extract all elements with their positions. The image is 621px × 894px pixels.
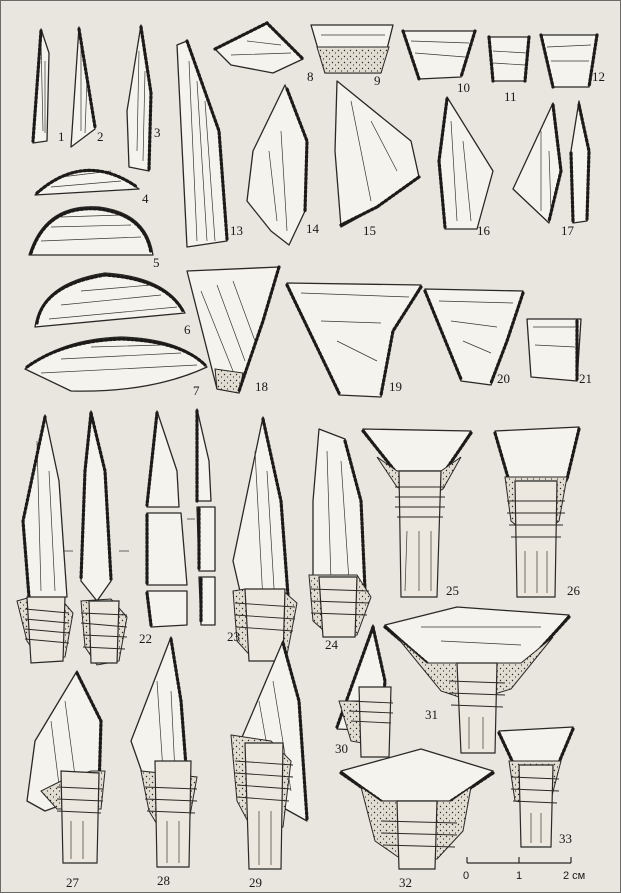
artifact-3-point — [127, 25, 151, 171]
label-22: 22 — [139, 631, 152, 646]
label-26: 26 — [567, 583, 580, 598]
label-23: 23 — [227, 629, 240, 644]
label-2: 2 — [97, 129, 104, 144]
artifact-23-hafted-point — [233, 417, 297, 661]
artifact-27-hafted-insert — [27, 671, 105, 863]
label-5: 5 — [153, 255, 160, 270]
scale-label-1: 1 — [516, 870, 523, 882]
artifact-7-lunate — [25, 337, 207, 391]
artifact-5-lunate — [29, 207, 153, 255]
artifact-25-hafted-transverse — [363, 429, 471, 597]
artifact-12-trapeze — [541, 35, 597, 87]
artifact-17-edge-view — [571, 101, 589, 223]
artifact-4-lunate — [35, 170, 139, 195]
artifact-16-point — [439, 97, 493, 229]
label-12: 12 — [592, 69, 605, 84]
artifact-32-hafted-transverse — [341, 749, 493, 869]
artifact-18-transverse-point — [187, 267, 279, 393]
artifact-29-hafted-insert — [231, 641, 307, 869]
label-21: 21 — [579, 371, 592, 386]
artifact-21-trapeze — [527, 319, 581, 381]
label-33: 33 — [559, 831, 572, 846]
artifact-28-hafted-insert — [131, 637, 197, 867]
artifact-26-hafted-transverse — [495, 427, 579, 597]
artifact-9-trapeze — [311, 25, 393, 73]
label-29: 29 — [249, 875, 262, 890]
label-27: 27 — [66, 875, 79, 890]
artifact-17-point — [513, 103, 561, 223]
label-9: 9 — [374, 73, 381, 88]
scale-label-0: 0 — [463, 870, 470, 882]
label-24: 24 — [325, 637, 338, 652]
label-3: 3 — [154, 125, 161, 140]
scale-label-2: 2 см — [563, 870, 586, 882]
artifact-11-trapeze — [489, 37, 529, 81]
artifact-33-hafted-transverse — [499, 727, 573, 847]
label-14: 14 — [306, 221, 319, 236]
label-20: 20 — [497, 371, 510, 386]
artifact-10-trapeze — [403, 31, 475, 79]
artifact-2-bladelet — [71, 27, 95, 147]
artifact-15-point — [335, 81, 419, 227]
artifact-22-hafted-blade — [17, 409, 215, 665]
artifact-1-bladelet — [33, 29, 49, 143]
artifact-13-blade — [177, 41, 227, 247]
artifact-30-hafted-point — [337, 625, 393, 757]
artifact-6-lunate — [35, 273, 185, 327]
label-30: 30 — [335, 741, 348, 756]
drawing-canvas — [1, 1, 621, 894]
label-17: 17 — [561, 223, 574, 238]
scale-bar — [463, 857, 585, 882]
artifact-24-hafted-point — [309, 429, 371, 637]
label-28: 28 — [157, 873, 170, 888]
label-10: 10 — [457, 80, 470, 95]
label-15: 15 — [363, 223, 376, 238]
artifact-8-triangle — [215, 23, 303, 73]
label-31: 31 — [425, 707, 438, 722]
label-32: 32 — [399, 875, 412, 890]
label-8: 8 — [307, 69, 314, 84]
label-6: 6 — [184, 322, 191, 337]
label-1: 1 — [58, 129, 65, 144]
label-7: 7 — [193, 383, 200, 398]
label-18: 18 — [255, 379, 268, 394]
label-4: 4 — [142, 191, 149, 206]
artifact-14-tanged-point — [247, 85, 307, 245]
label-13: 13 — [230, 223, 243, 238]
label-19: 19 — [389, 379, 402, 394]
label-11: 11 — [504, 89, 517, 104]
label-16: 16 — [477, 223, 490, 238]
label-25: 25 — [446, 583, 459, 598]
